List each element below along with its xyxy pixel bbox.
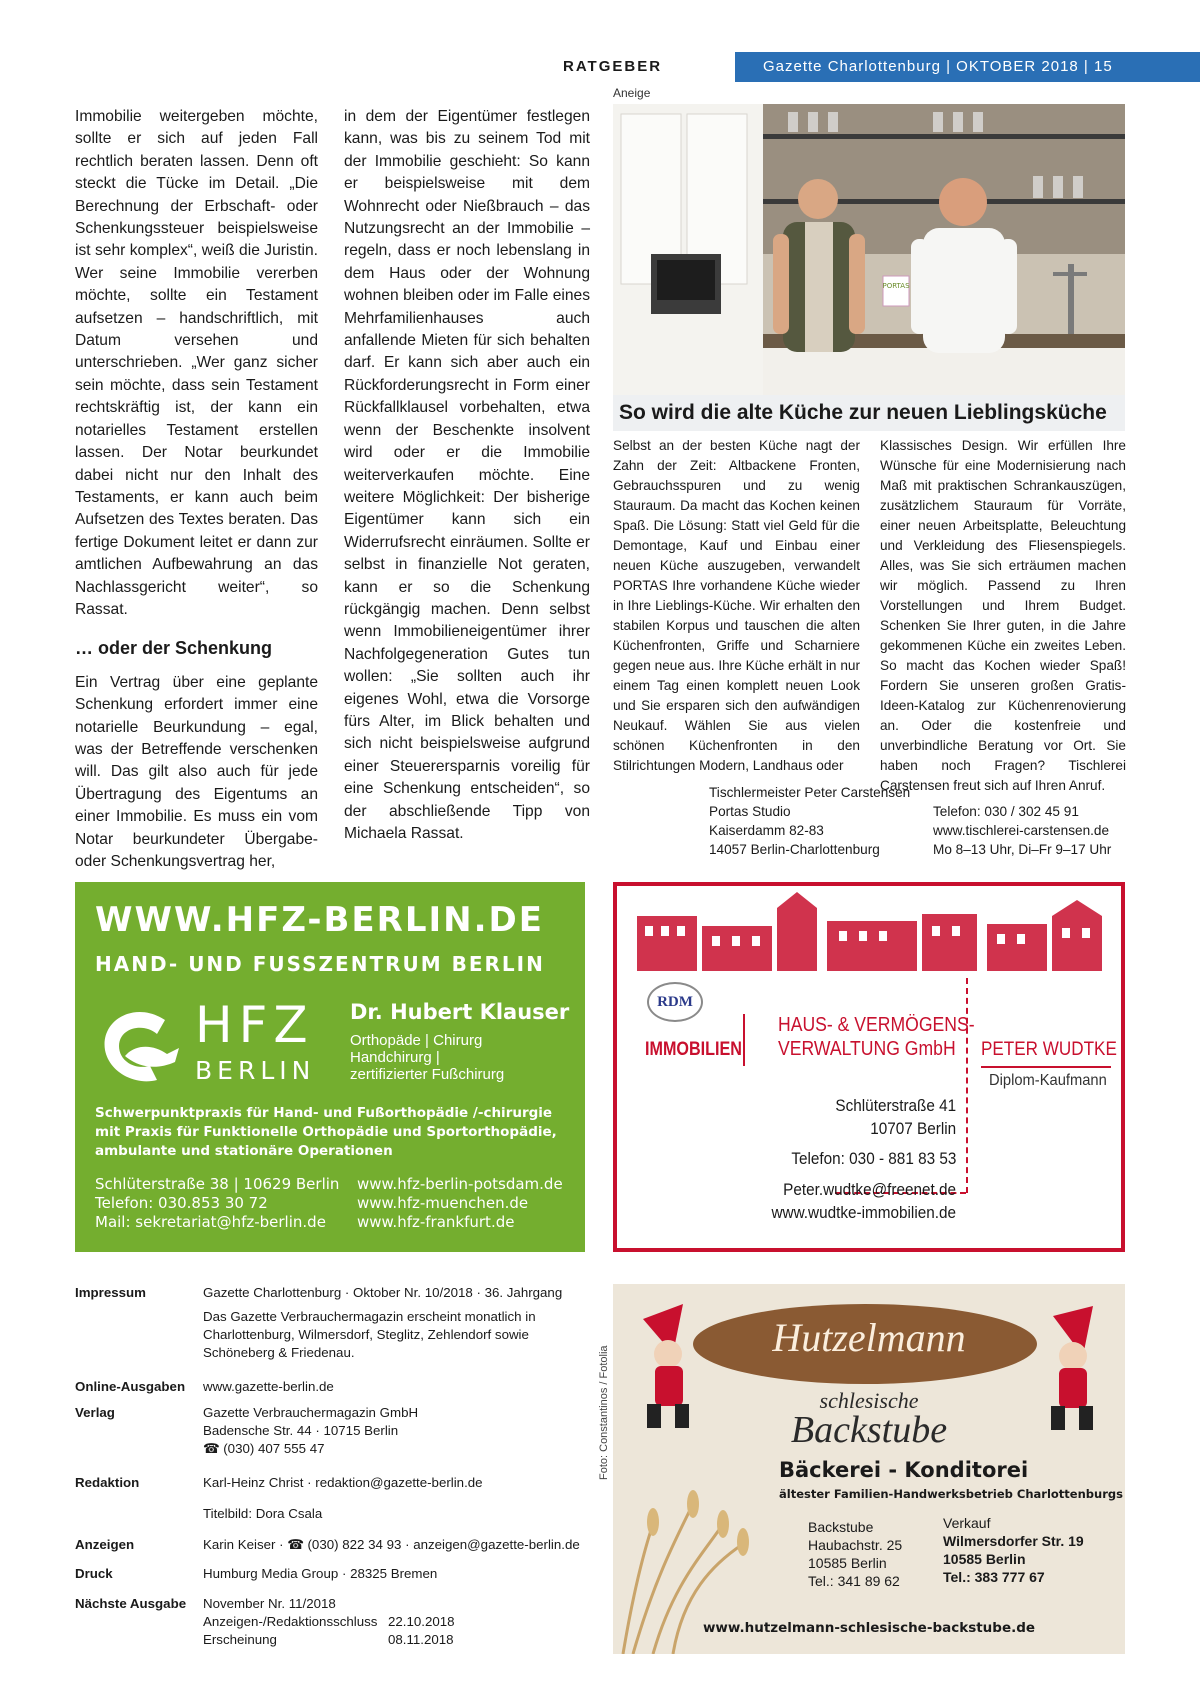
hfz-link[interactable]: www.hfz-muenchen.de — [357, 1194, 529, 1212]
bakery-website[interactable]: www.hutzelmann-schlesische-backstube.de — [702, 1620, 1036, 1636]
hfz-description — [95, 1104, 557, 1161]
article-column-1 — [75, 106, 318, 873]
article-paragraph: in dem der Eigentümer festlegen kann, was bis zu seinem Tod mit der Immobilie geschieht: So kann er beispielsweise mit dem Wohnrecht oder Nießbrauch – das Nutzungsrecht an der Immobilie – regeln, dass er noch lebenslang in dem Haus oder der Wohnung wohnen bleiben oder im Falle eines Mehrfamilienhauses auch anfallende Mieten für sich behalten darf. Er kann sich aber auch ein Rückforderungsrecht in Form einer Rückfallklausel vorbehalten, etwa wenn der Beschenkte insolvent wird oder er die Immobilie weiterverkaufen möchte. Eine weitere Möglichkeit: Der bisherige Eigentümer kann sich ein Widerrufsrecht einräumen. Sollte er selbst in finanzielle Not geraten, kann er so die Schenkung rückgängig machen. Denn selbst wenn Immobilieneigentümer ihrer Nachfolgegeneration Gutes tun wollen: „Sie sollten auch ihr eigenes Wohl, etwa die Vorsorge fürs Alter, im Blick behalten und sich nicht beispielsweise aufgrund einer Steuerersparnis voreilig für eine Schenkung entscheiden“, so der abschließende Tipp von Michaela Rassat. — [344, 108, 590, 842]
article-paragraph: Immobilie weitergeben möchte, sollte er sich auf jeden Fall rechtlich beraten lassen. Denn oft steckt die Tücke im Detail. „Die Berechnung der Erbschaft- oder Schenkungssteuer beispielsweise ist sehr komplex“, weiß die Juristin. Wer seine Immobilie vererben möchte, sollte ein Testament aufsetzen – handschriftlich, mit Datum versehen und unterschrieben. „Wer ganz sicher sein möchte, dass sein Testament rechtskräftig ist, der kann ein notarielles Testament erstellen lassen. Der Notar beurkundet dabei nicht nur den Inhalt des Testaments, er kann auch beim Aufsetzen des Textes beraten. Das fertige Dokument leitet er dann zur amtlichen Aufbewahrung an das Nachlassgericht weiter“, so Rassat. — [75, 108, 318, 618]
person-title: Diplom-Kaufmann — [989, 1072, 1107, 1089]
address-line: Wilmersdorfer Str. 19 — [943, 1533, 1084, 1549]
address-line: 10707 Berlin — [870, 1119, 956, 1138]
contact-line: Telefon: 030.853 30 72 — [95, 1194, 268, 1212]
schedule-date: 08.11.2018 — [388, 1632, 454, 1647]
impressum-label: Impressum — [75, 1285, 146, 1300]
impressum-line: Karin Keiser · ☎ (030) 822 34 93 · anzeigen@gazette-berlin.de — [203, 1537, 580, 1552]
kitchen-ad-column-1 — [613, 436, 860, 776]
address-line: Portas Studio — [709, 804, 791, 819]
impressum-line: Gazette Verbrauchermagazin GmbH — [203, 1405, 419, 1420]
contact-line[interactable]: www.tischlerei-carstensen.de — [933, 823, 1110, 838]
rdm-logo: RDM — [647, 982, 703, 1022]
article-paragraph: Ein Vertrag über eine geplante Schenkung erfordert immer eine notarielle Beurkundung – egal, was der Betreffende verschenken will. Das gilt also auch für jede Übertragung des Eigentums an einer Immobilie. Es muss ein vom Notar beurkundeter Übergabe- oder Schenkungsvertrag her, — [75, 673, 318, 870]
address-line: Haubachstr. 25 — [808, 1537, 903, 1553]
hfz-doctor-name: Dr. Hubert Klauser — [350, 1000, 570, 1024]
kitchen-ad-title: So wird die alte Küche zur neuen Lieblingsküche — [613, 395, 1125, 431]
schedule-label: Erscheinung — [203, 1632, 277, 1647]
kitchen-illustration — [613, 104, 1125, 404]
wudtke-phone: Telefon: 030 - 881 83 53 — [790, 1149, 956, 1168]
address-line: Tischlermeister Peter Carstensen — [709, 785, 911, 800]
kitchen-photo — [613, 104, 1125, 404]
specialty-line: Handchirurg | — [350, 1049, 440, 1066]
schedule-row — [203, 1613, 593, 1631]
impressum-line: Titelbild: Dora Csala — [203, 1506, 323, 1521]
hfz-link[interactable]: www.hfz-berlin-potsdam.de — [357, 1175, 563, 1193]
impressum-value — [203, 1474, 593, 1492]
schedule-date: 22.10.2018 — [388, 1614, 455, 1629]
website-link[interactable]: www.wudtke-immobilien.de — [771, 1203, 956, 1222]
specialty-line: zertifizierter Fußchirurg — [350, 1066, 505, 1083]
schedule-label: Anzeigen-/Redaktionsschluss — [203, 1614, 378, 1629]
immobilien-label: IMMOBILIEN — [645, 1039, 742, 1060]
hfz-subtitle: HAND- UND FUSSZENTRUM BERLIN — [95, 952, 545, 976]
hfz-links — [357, 1175, 563, 1232]
address-line: Verkauf — [943, 1515, 991, 1531]
bakery-headline: Bäckerei - Konditorei — [779, 1458, 1029, 1482]
impressum-line: Karl-Heinz Christ · redaktion@gazette-berlin.de — [203, 1475, 483, 1490]
publication-bar: Gazette Charlottenburg | OKTOBER 2018 | 15 — [735, 52, 1200, 82]
address-line: 10585 Berlin — [808, 1555, 887, 1571]
impressum-line: Charlottenburg, Wilmersdorf, Steglitz, Zehlendorf sowie — [203, 1327, 529, 1342]
kitchen-ad-text: Selbst an der besten Küche nagt der Zahn der Zeit: Altbackene Fronten, Gebrauchsspuren und zu wenig Stauraum. Da macht das Kochen keinen Spaß. Die Lösung: Statt viel Geld für die Demontage, Kauf und Einbau einer neuen Küche auszugeben, verwandelt PORTAS Ihre vorhandene Küche wieder in Ihre Lieblings-Küche. Wir erhalten den stabilen Korpus und tauschen die alten Küchenfronten, Griffe und Scharniere gegen neue aus. Ihre Küche erhält in nur einem Tag einen komplett neuen Look und Sie ersparen sich den aufwändigen Neukauf. Wählen Sie aus vielen schönen Küchenfronten in den Stilrichtungen Modern, Landhaus oder — [613, 438, 860, 773]
photo-credit: Foto: Constantinos / Fotolia — [598, 1345, 610, 1480]
bakery-subtitle-2: Backstube — [790, 1409, 948, 1451]
impressum-value — [203, 1404, 593, 1458]
contact-line: Telefon: 030 / 302 45 91 — [933, 804, 1079, 819]
company-name — [778, 1013, 975, 1061]
address-line: 10585 Berlin — [943, 1551, 1026, 1567]
impressum-line: November Nr. 11/2018 — [203, 1596, 336, 1611]
impressum-line: Badensche Str. 44 · 10715 Berlin — [203, 1423, 399, 1438]
impressum-line: Schöneberg & Friedenau. — [203, 1345, 355, 1360]
impressum-value — [203, 1284, 593, 1362]
impressum-line: Gazette Charlottenburg · Oktober Nr. 10/2018 · 36. Jahrgang — [203, 1285, 563, 1300]
impressum-line: ☎ (030) 407 555 47 — [203, 1441, 325, 1456]
bakery-subtitle: schlesische — [819, 1388, 919, 1413]
description-line: Schwerpunktpraxis für Hand- und Fußorthopädie /-chirurgie — [95, 1105, 553, 1121]
impressum-value — [203, 1595, 593, 1649]
bakery-name: Hutzelmann — [772, 1315, 966, 1360]
hfz-logo-text: HFZ — [195, 996, 314, 1054]
bakery-address-1 — [808, 1518, 902, 1590]
city-skyline-illustration — [617, 886, 1121, 976]
section-title: RATGEBER — [563, 58, 663, 75]
kitchen-ad-text: Klassisches Design. Wir erfüllen Ihre Wünsche für eine Modernisierung nach Maß mit praktischen Schrankauszügen, zusätzlichem Stauraum für Vorräte, einer neuen Arbeitsplatte, Beleuchtung und Verkleidung des Fliesenspiegels. Alles, was Sie sich erträumen machen wir möglich. Passend zu Ihren Vorstellungen und Ihrem Budget. Schenken Sie Ihrer guten, in die Jahre gekommenen Küche ein zweites Leben. So macht das Kochen wieder Spaß! Fordern Sie unseren großen Gratis-Ideen-Katalog zur Küchenrenovierung an. Oder die kostenfreie und unverbindliche Beratung vor Ort. Sie haben noch Fragen? Tischlerei Carstensen freut sich auf Ihren Anruf. — [880, 438, 1126, 793]
hand-foot-icon — [95, 1000, 185, 1090]
impressum-line[interactable]: www.gazette-berlin.de — [203, 1379, 334, 1394]
article-column-2 — [344, 106, 590, 845]
impressum-label: Anzeigen — [75, 1537, 135, 1552]
kitchen-ad-contact — [933, 802, 1111, 859]
bakery-tagline: ältester Familien-Handwerksbetrieb Charlottenburgs — [779, 1487, 1123, 1501]
impressum-value — [203, 1378, 593, 1396]
hfz-logo-city: BERLIN — [195, 1056, 316, 1085]
person-name: PETER WUDTKE — [981, 1039, 1117, 1060]
impressum-value — [203, 1536, 593, 1554]
schedule-row — [203, 1631, 593, 1649]
description-line: mit Praxis für Funktionelle Orthopädie und Sportorthopädie, — [95, 1124, 557, 1140]
description-line: ambulante und stationäre Operationen — [95, 1143, 393, 1159]
kitchen-ad-address — [709, 783, 910, 859]
hfz-link[interactable]: www.hfz-frankfurt.de — [357, 1213, 515, 1231]
impressum-label: Online-Ausgaben — [75, 1379, 186, 1394]
divider — [981, 1066, 1111, 1068]
divider — [743, 1014, 745, 1066]
address-line: Tel.: 341 89 62 — [808, 1573, 900, 1589]
ad-label: Aneige — [613, 86, 651, 100]
kitchen-ad-column-2 — [880, 436, 1126, 796]
company-name-line: VERWALTUNG GmbH — [778, 1038, 956, 1060]
hfz-specialties — [350, 1032, 580, 1083]
impressum-line: Humburg Media Group · 28325 Bremen — [203, 1566, 438, 1581]
contact-line: Mo 8–13 Uhr, Di–Fr 9–17 Uhr — [933, 842, 1112, 857]
specialty-line: Orthopäde | Chirurg — [350, 1032, 483, 1049]
wudtke-ad — [613, 882, 1125, 1252]
hfz-website[interactable]: WWW.HFZ-BERLIN.DE — [95, 900, 544, 940]
wudtke-web — [771, 1178, 956, 1224]
impressum-label: Nächste Ausgabe — [75, 1596, 187, 1611]
portas-badge: PORTAS — [882, 282, 910, 290]
article-subheading: … oder der Schenkung — [75, 638, 273, 659]
email-link[interactable]: Peter.wudtke@freenet.de — [783, 1180, 956, 1199]
hfz-ad — [75, 882, 585, 1252]
dashed-divider — [966, 978, 968, 1193]
bakery-address-2 — [943, 1514, 1084, 1586]
company-name-line: HAUS- & VERMÖGENS- — [778, 1014, 975, 1036]
contact-line[interactable]: Mail: sekretariat@hfz-berlin.de — [95, 1213, 326, 1231]
address-line: Tel.: 383 777 67 — [943, 1569, 1045, 1585]
impressum-line: Das Gazette Verbrauchermagazin erscheint monatlich in — [203, 1309, 536, 1324]
impressum-label: Redaktion — [75, 1475, 140, 1490]
address-line: Kaiserdamm 82-83 — [709, 823, 824, 838]
impressum-value — [203, 1505, 593, 1523]
hutzelmann-ad — [613, 1284, 1125, 1654]
impressum-label: Druck — [75, 1566, 113, 1581]
impressum-label: Verlag — [75, 1405, 115, 1420]
address-line: Backstube — [808, 1519, 874, 1535]
contact-line: Schlüterstraße 38 | 10629 Berlin — [95, 1175, 340, 1193]
hfz-contact — [95, 1175, 339, 1232]
impressum-value — [203, 1565, 593, 1583]
address-line: 14057 Berlin-Charlottenburg — [709, 842, 880, 857]
wudtke-address — [835, 1094, 956, 1140]
address-line: Schlüterstraße 41 — [835, 1096, 956, 1115]
